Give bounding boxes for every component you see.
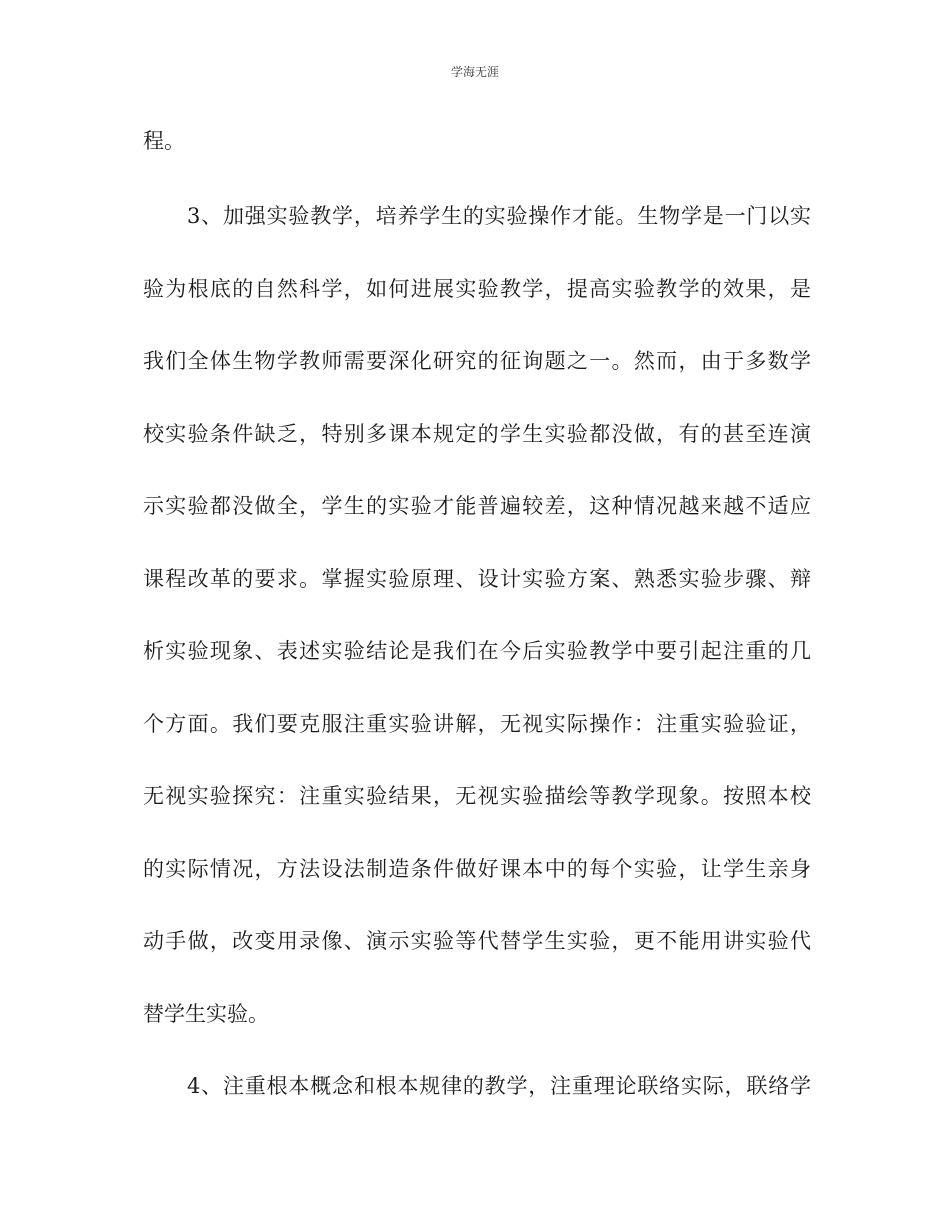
text-line: 析实验现象、表述实验结论是我们在今后实验教学中要引起注重的几	[143, 639, 811, 663]
text-line: 个方面。我们要克服注重实验讲解，无视实际操作：注重实验验证，	[143, 712, 811, 736]
text-line: 的实际情况，方法设法制造条件做好课本中的每个实验，让学生亲身	[143, 857, 811, 881]
text-line: 替学生实验。	[143, 1002, 269, 1026]
paragraph-4-first-line: 4、注重根本概念和根本规律的教学，注重理论联络实际，联络学	[187, 1074, 811, 1098]
text-line: 无视实验探究：注重实验结果，无视实验描绘等教学现象。按照本校	[143, 784, 811, 808]
text-line: 验为根底的自然科学，如何进展实验教学，提高实验教学的效果，是	[143, 277, 811, 301]
paragraph-3-first-line: 3、加强实验教学，培养学生的实验操作才能。生物学是一门以实	[187, 204, 811, 228]
page-header: 学海无涯	[450, 65, 499, 79]
text-line: 示实验都没做全，学生的实验才能普遍较差，这种情况越来越不适应	[143, 494, 811, 518]
text-line: 我们全体生物学教师需要深化研究的征询题之一。然而，由于多数学	[143, 349, 811, 373]
text-line: 校实验条件缺乏，特别多课本规定的学生实验都没做，有的甚至连演	[143, 422, 811, 446]
text-line: 动手做，改变用录像、演示实验等代替学生实验，更不能用讲实验代	[143, 929, 811, 953]
text-line: 课程改革的要求。掌握实验原理、设计实验方案、熟悉实验步骤、辩	[143, 567, 811, 591]
text-line: 程。	[143, 129, 185, 153]
